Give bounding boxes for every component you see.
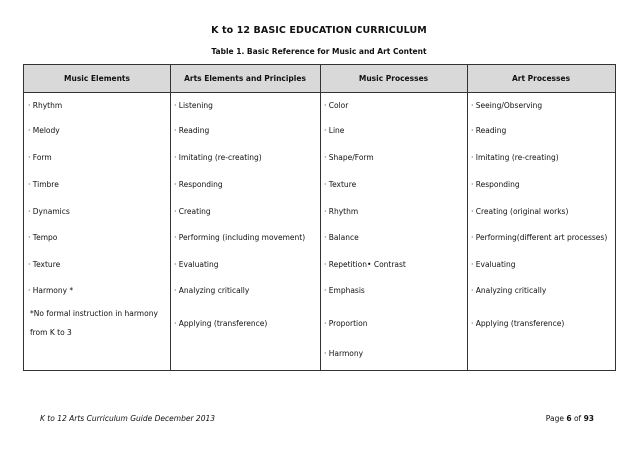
cell-art-process: · Seeing/Observing bbox=[471, 101, 543, 110]
cell-art-process: · Evaluating bbox=[471, 260, 516, 269]
cell-arts-element: · Responding bbox=[174, 180, 223, 189]
cell-music-element: · Tempo bbox=[28, 233, 58, 242]
cell-art-process: · Reading bbox=[471, 126, 507, 135]
cell-arts-element: · Evaluating bbox=[174, 260, 219, 269]
total-pages: 93 bbox=[583, 414, 594, 423]
cell-music-process: · Color bbox=[324, 101, 349, 110]
cell-arts-element: · Imitating (re-creating) bbox=[174, 153, 262, 162]
cell-art-process: · Applying (transference) bbox=[471, 319, 565, 328]
cell-arts-element: · Applying (transference) bbox=[174, 319, 268, 328]
cell-arts-element: · Analyzing critically bbox=[174, 286, 250, 295]
footer-guide-title: K to 12 Arts Curriculum Guide December 2013 bbox=[40, 414, 216, 423]
cell-music-process: · Rhythm bbox=[324, 207, 359, 216]
column-divider bbox=[467, 65, 468, 370]
cell-music-element: · Timbre bbox=[28, 180, 59, 189]
cell-art-process: · Responding bbox=[471, 180, 520, 189]
cell-music-element: · Texture bbox=[28, 260, 61, 269]
cell-music-process: · Harmony bbox=[324, 349, 364, 358]
header-art-processes: Art Processes bbox=[511, 74, 571, 83]
page-of-label: of bbox=[571, 414, 584, 423]
cell-music-process: · Shape/Form bbox=[324, 153, 374, 162]
table-caption: Table 1. Basic Reference for Music and Art Content bbox=[211, 47, 427, 56]
cell-music-process: · Repetition• Contrast bbox=[324, 260, 406, 269]
harmony-footnote: *No formal instruction in harmony bbox=[30, 309, 158, 318]
harmony-footnote-continued: from K to 3 bbox=[30, 328, 72, 337]
cell-music-element: · Rhythm bbox=[28, 101, 63, 110]
column-divider bbox=[170, 65, 171, 370]
column-divider bbox=[320, 65, 321, 370]
cell-music-process: · Proportion bbox=[324, 319, 368, 328]
cell-art-process: · Creating (original works) bbox=[471, 207, 569, 216]
cell-music-element: · Form bbox=[28, 153, 52, 162]
page-label: Page bbox=[545, 414, 567, 423]
header-arts-elements: Arts Elements and Principles bbox=[184, 74, 306, 83]
cell-music-process: · Line bbox=[324, 126, 345, 135]
cell-music-element: · Dynamics bbox=[28, 207, 70, 216]
cell-music-process: · Balance bbox=[324, 233, 359, 242]
header-music-processes: Music Processes bbox=[358, 74, 429, 83]
document-title: K to 12 BASIC EDUCATION CURRICULUM bbox=[211, 25, 427, 36]
header-music-elements: Music Elements bbox=[64, 74, 130, 83]
cell-arts-element: · Creating bbox=[174, 207, 211, 216]
cell-arts-element: · Listening bbox=[174, 101, 213, 110]
page-number bbox=[546, 414, 594, 423]
reference-table bbox=[23, 64, 616, 371]
current-page: 6 bbox=[566, 414, 572, 423]
cell-arts-element: · Performing (including movement) bbox=[174, 233, 306, 242]
cell-arts-element: · Reading bbox=[174, 126, 210, 135]
cell-art-process: · Performing(different art processes) bbox=[471, 233, 608, 242]
cell-music-element: · Harmony * bbox=[28, 286, 74, 295]
cell-art-process: · Imitating (re-creating) bbox=[471, 153, 559, 162]
cell-music-process: · Emphasis bbox=[324, 286, 365, 295]
cell-art-process: · Analyzing critically bbox=[471, 286, 547, 295]
cell-music-element: · Melody bbox=[28, 126, 60, 135]
cell-music-process: · Texture bbox=[324, 180, 357, 189]
